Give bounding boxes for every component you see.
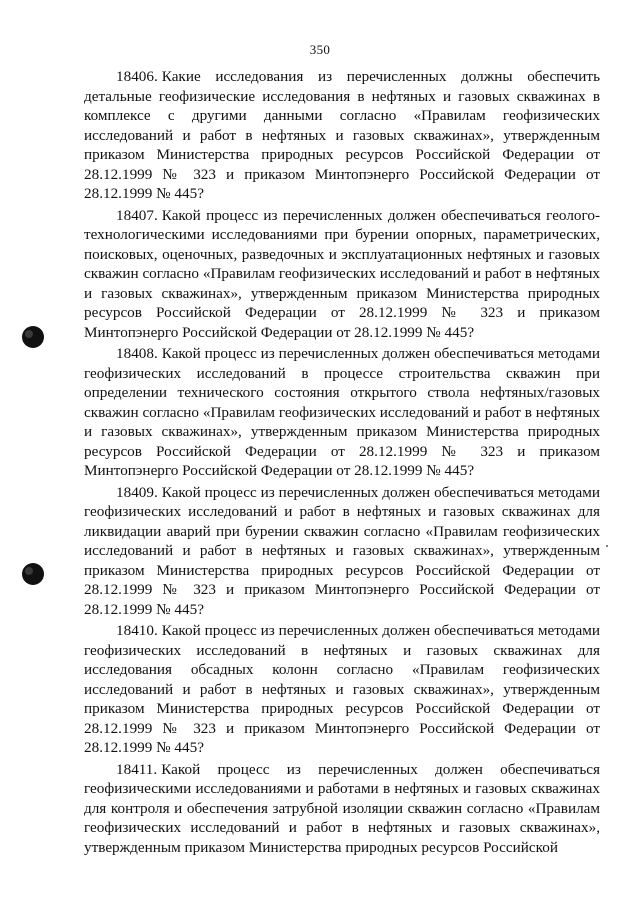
question-number: 18411. bbox=[116, 760, 158, 778]
question-text: Какой процесс из перечисленных должен обеспечиваться геофизическими исследованиями и работами в нефтяных и газовых скважинах для контроля и обеспечения затрубной изоляции скважин согласно «Правилам геофизических исследований и работ в нефтяных и газовых скважинах», утвержденным приказом Министерства природных ресурсов Российской bbox=[84, 760, 600, 856]
question-item bbox=[84, 344, 600, 481]
punch-hole-mark bbox=[22, 563, 44, 585]
question-number: 18409. bbox=[116, 483, 158, 501]
question-number: 18408. bbox=[116, 345, 158, 362]
question-number: 18407. bbox=[116, 206, 158, 224]
question-number: 18410. bbox=[116, 622, 158, 639]
question-item bbox=[84, 67, 600, 204]
scan-speck bbox=[606, 545, 608, 547]
question-number: 18406. bbox=[116, 68, 158, 85]
question-list bbox=[84, 67, 600, 860]
question-item bbox=[84, 206, 600, 343]
question-text: Какой процесс из перечисленных должен обеспечиваться методами геофизических исследований в нефтяных и газовых скважинах для исследования обсадных колонн согласно «Правилам геофизических исследований и работ в нефтяных и газовых скважинах», утвержденным приказом Министерства природных ресурсов Российской Федерации от 28.12.1999 № 323 и приказом Минтопэнерго Российской Федерации от 28.12.1999 № 445? bbox=[84, 622, 600, 756]
question-text: Какой процесс из перечисленных должен обеспечиваться методами геофизических исследований и работ в нефтяных и газовых скважинах для ликвидации аварий при бурении скважин согласно «Правилам геофизических исследований и работ в нефтяных и газовых скважинах», утвержденным приказом Министерства природных ресурсов Российской Федерации от 28.12.1999 № 323 и приказом Минтопэнерго Российской Федерации от 28.12.1999 № 445? bbox=[84, 483, 600, 618]
page-number: 350 bbox=[309, 42, 331, 57]
punch-hole-mark bbox=[22, 326, 44, 348]
question-item bbox=[84, 760, 600, 858]
question-item bbox=[84, 483, 600, 620]
question-text: Какой процесс из перечисленных должен обеспечиваться геолого-технологическими исследованиями при бурении опорных, параметрических, поисковых, оценочных, разведочных и эксплуатационных нефтяных и газовых скважин согласно «Правилам геофизических исследований и работ в нефтяных и газовых скважинах», утвержденным приказом Министерства природных ресурсов Российской Федерации от 28.12.1999 № 323 и приказом Минтопэнерго Российской Федерации от 28.12.1999 № 445? bbox=[84, 206, 600, 341]
question-item bbox=[84, 621, 600, 758]
question-text: Какие исследования из перечисленных должны обеспечить детальные геофизические исследования в нефтяных и газовых скважинах в комплексе с другими данными согласно «Правилам геофизических исследований и работ в нефтяных и газовых скважинах», утвержденным приказом Министерства природных ресурсов Российской Федерации от 28.12.1999 № 323 и приказом Минтопэнерго Российской Федерации от 28.12.1999 № 445? bbox=[84, 68, 600, 202]
question-text: Какой процесс из перечисленных должен обеспечиваться методами геофизических исследований в процессе строительства скважин при определении технического состояния открытого ствола нефтяных/газовых скважин согласно «Правилам геофизических исследований и работ в нефтяных и газовых скважинах», утвержденным приказом Министерства природных ресурсов Российской Федерации от 28.12.1999 № 323 и приказом Минтопэнерго Российской Федерации от 28.12.1999 № 445? bbox=[84, 345, 600, 479]
